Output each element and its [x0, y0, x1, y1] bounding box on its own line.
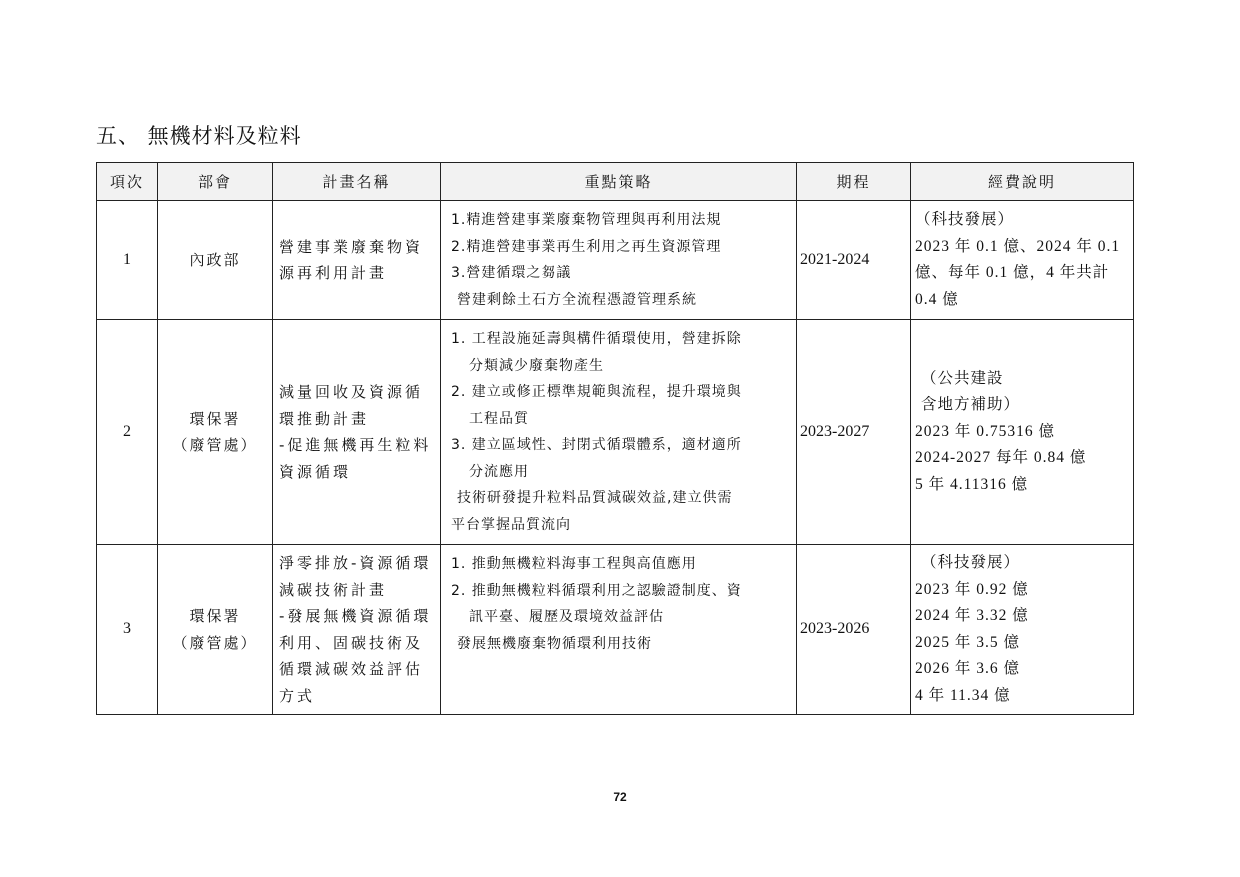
- funding-line: 0.4 億: [915, 290, 959, 308]
- strategy-line: 訊平臺、履歷及環境效益評估: [469, 609, 664, 625]
- table-row: [97, 201, 1134, 320]
- department-line: 環保署: [189, 409, 241, 428]
- plan-name-line: -促進無機再生粒料: [279, 436, 432, 454]
- strategy-line: 3.營建循環之芻議: [451, 265, 572, 281]
- plan-name-line: 環推動計畫: [279, 409, 370, 428]
- row-department: [158, 320, 273, 545]
- plan-name-line: 方式: [279, 686, 316, 705]
- strategy-line: 3. 建立區域性、封閉式循環體系，適材適所: [451, 437, 742, 453]
- plan-name-line: 營建事業廢棄物資: [279, 237, 424, 256]
- strategy-line: 2. 推動無機粒料循環利用之認驗證制度、資: [451, 582, 742, 599]
- table-row: [97, 320, 1134, 545]
- funding-line: 億、每年 0.1 億，4 年共計: [915, 264, 1110, 281]
- funding-line: 2024-2027 每年 0.84 億: [915, 449, 1087, 467]
- funding-line: （公共建設: [921, 369, 1004, 387]
- strategy-line: 營建剩餘土石方全流程憑證管理系統: [457, 291, 697, 308]
- plan-name-line: 減量回收及資源循: [279, 383, 424, 401]
- row-plan-name: [273, 201, 441, 320]
- header-period: 期程: [797, 163, 911, 201]
- strategy-line: 分流應用: [469, 463, 529, 480]
- row-period: 2023-2027: [797, 320, 911, 545]
- strategy-line: 1. 推動無機粒料海事工程與高值應用: [451, 556, 697, 572]
- funding-line: （科技發展）: [921, 554, 1021, 571]
- row-number: 1: [97, 201, 158, 320]
- header-item-no: 項次: [97, 163, 158, 201]
- funding-line: 4 年 11.34 億: [915, 686, 1011, 704]
- header-key-strategy: 重點策略: [441, 163, 797, 201]
- row-period: 2023-2026: [797, 545, 911, 715]
- header-funding: 經費說明: [911, 163, 1134, 201]
- row-period: 2021-2024: [797, 201, 911, 320]
- plan-name-line: -發展無機資源循環: [279, 607, 432, 625]
- funding-line: 2026 年 3.6 億: [915, 660, 1021, 677]
- row-number: 3: [97, 545, 158, 715]
- department-line: （廢管處）: [172, 633, 258, 652]
- funding-line: 2023 年 0.75316 億: [915, 422, 1056, 440]
- funding-line: 2023 年 0.92 億: [915, 580, 1029, 598]
- strategy-line: 技術研發提升粒料品質減碳效益,建立供需: [457, 490, 733, 506]
- row-department: [158, 545, 273, 715]
- strategy-line: 1. 工程設施延壽與構件循環使用，營建拆除: [451, 331, 742, 347]
- row-strategy: [441, 545, 797, 715]
- plan-name-line: 循環減碳效益評估: [279, 660, 424, 678]
- plan-name-line: 利用、固碳技術及: [279, 633, 424, 652]
- plan-table: [96, 162, 1134, 715]
- row-plan-name: [273, 545, 441, 715]
- header-department: 部會: [158, 163, 273, 201]
- strategy-line: 1.精進營建事業廢棄物管理與再利用法規: [451, 212, 722, 228]
- strategy-line: 2.精進營建事業再生利用之再生資源管理: [451, 238, 722, 255]
- department-line: 環保署: [189, 607, 241, 625]
- strategy-line: 平台掌握品質流向: [451, 516, 571, 533]
- funding-line: 含地方補助）: [921, 396, 1021, 414]
- funding-line: 2025 年 3.5 億: [915, 633, 1021, 651]
- funding-line: （科技發展）: [915, 211, 1015, 228]
- row-plan-name: [273, 320, 441, 545]
- header-plan-name: 計畫名稱: [273, 163, 441, 201]
- strategy-line: 分類減少廢棄物產生: [469, 357, 604, 374]
- table-header-row: [97, 163, 1134, 201]
- row-strategy: [441, 320, 797, 545]
- plan-name-line: 資源循環: [279, 462, 352, 481]
- row-funding: [911, 201, 1134, 320]
- row-funding: [911, 320, 1134, 545]
- row-funding: [911, 545, 1134, 715]
- section-heading: 五、 無機材料及粒料: [96, 124, 302, 148]
- row-strategy: [441, 201, 797, 320]
- plan-name-line: 源再利用計畫: [279, 264, 388, 282]
- page-number: 72: [613, 790, 627, 804]
- plan-name-line: 淨零排放-資源循環: [279, 554, 432, 572]
- funding-line: 2023 年 0.1 億、2024 年 0.1: [915, 237, 1121, 255]
- row-number: 2: [97, 320, 158, 545]
- strategy-line: 工程品質: [469, 410, 529, 427]
- funding-line: 2024 年 3.32 億: [915, 607, 1029, 624]
- department-line: 內政部: [189, 250, 241, 269]
- department-line: （廢管處）: [172, 436, 258, 454]
- funding-line: 5 年 4.11316 億: [915, 475, 1029, 493]
- plan-name-line: 減碳技術計畫: [279, 580, 388, 599]
- row-department: [158, 201, 273, 320]
- strategy-line: 發展無機廢棄物循環利用技術: [457, 635, 652, 652]
- table-row: [97, 545, 1134, 715]
- strategy-line: 2. 建立或修正標準規範與流程，提升環境與: [451, 384, 742, 400]
